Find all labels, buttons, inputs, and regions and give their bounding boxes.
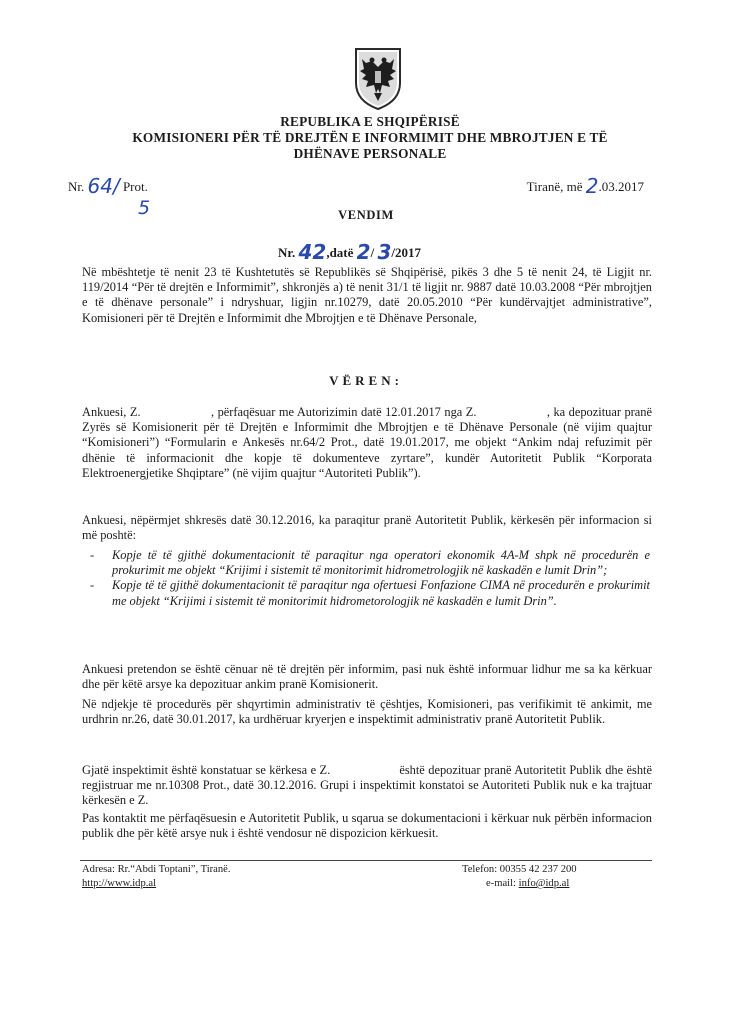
request-list: [90, 548, 650, 609]
legal-basis-paragraph: Në mbështetje të nenit 23 të Kushtetutës së Republikës së Shqipërisë, pikës 3 dhe 5 të nenit 24, të Ligjit nr. 119/2014 “Për të drejtën e Informimit”, shkronjës a) të nenit 31/1 të ligjit nr. 9887 datë 10.03.2008 “Për mbrojtjen e të dhënave personale” i ndryshuar, ligjin nr.10279, datë 20.05.2010 “Për kundërvajtjet administrative”, Komisioneri për të Drejtën e Informimit dhe Mbrojtjen e të Dhënave Personale,: [82, 265, 652, 325]
protocol-sub-handwritten: 5: [138, 197, 151, 219]
place-label: Tiranë, më: [526, 179, 583, 194]
decision-date-label: ,datë: [326, 245, 354, 260]
protocol-nr-handwritten: 64/: [87, 174, 120, 198]
protocol-prot-label: Prot.: [122, 179, 148, 194]
decision-nr-label: Nr.: [278, 245, 296, 260]
claim-paragraph: Ankuesi pretendon se është cënuar në të drejtën për informim, pasi nuk është informuar lidhur me sa ka kërkuar dhe për këtë arsye ka depozituar ankim pranë Komisionerit.: [82, 662, 652, 692]
footer-address: Adresa: Rr.“Abdi Toptani”, Tiranë.: [82, 864, 231, 875]
footer-email: [486, 877, 569, 891]
decision-title: VENDIM: [338, 208, 394, 222]
decision-nr-handwritten: 42: [298, 240, 327, 264]
footer-divider: [80, 860, 652, 861]
decision-month-handwritten: 3: [377, 240, 392, 264]
header-institution-cont: DHËNAVE PERSONALE: [293, 146, 447, 161]
decision-date-separator: /: [370, 245, 375, 260]
header-institution: KOMISIONERI PËR TË DREJTËN E INFORMIMIT DHE MBROJTJEN E TË: [132, 130, 608, 145]
footer-phone: Telefon: 00355 42 237 200: [462, 864, 577, 875]
veren-heading: VËREN:: [329, 373, 403, 388]
procedure-paragraph: Në ndjekje të procedurës për shqyrtimin administrativ të çështjes, Komisioneri, pas verifikimit të ankimit, me urdhrin nr.26, datë 30.01.2017, ka urdhëruar kryerjen e inspektimit administrativ pranë Autoritetit Publik.: [82, 697, 652, 727]
complaint-paragraph: Ankuesi, Z. , përfaqësuar me Autorizimin datë 12.01.2017 nga Z. , ka depozituar pranë Zyrës së Komisionerit për të Drejtën e Informimit dhe Mbrojtjen e të Dhënave Personale (në vijim quajtur “Komisioneri”) “Formularin e Ankesës nr.64/2 Prot., datë 19.01.2017, me objekt “Ankim ndaj refuzimit për dhënie të informacionit dhe kopje të dokumenteve zyrtare”, kundër Autoritetit Publik “Korporata Elektroenergjetike Shqiptare” (në vijim quajtur “Autoriteti Publik”).: [82, 405, 656, 480]
place-date: [526, 174, 644, 198]
decision-year: /2017: [391, 245, 421, 260]
place-day-handwritten: 2: [585, 174, 599, 198]
footer-email-link[interactable]: info@idp.al: [518, 878, 570, 889]
contact-paragraph: Pas kontaktit me përfaqësuesin e Autoritetit Publik, u sqarua se dokumentacioni i kërkuar nuk përbën informacion publik dhe për këtë arsye nuk i është vendosur në dispozicion kërkuesit.: [82, 811, 652, 841]
protocol-number: [68, 174, 148, 198]
decision-day-handwritten: 2: [356, 240, 371, 264]
request-paragraph: Ankuesi, nëpërmjet shkresës datë 30.12.2016, ka paraqitur pranë Autoritetit Publik, kërkesën për informacion si më poshtë:: [82, 513, 652, 543]
header-country: REPUBLIKA E SHQIPËRISË: [280, 114, 460, 129]
list-item-text: Kopje të të gjithë dokumentacionit të paraqitur nga operatori ekonomik 4A-M shpk në procedurën e prokurimit me objekt “Krijimi i sistemit të monitorimit hidrometrologjik në kaskadën e lumit Drin”;: [112, 548, 650, 578]
list-item: [90, 578, 650, 608]
inspection-paragraph: Gjatë inspektimit është konstatuar se kërkesa e Z. është depozituar pranë Autoritetit Publik dhe është regjistruar me nr.10308 Prot., datë 30.12.2016. Grupi i inspektimit konstatoi se Autoriteti Publik nuk e ka trajtuar kërkesën e Z.: [82, 763, 656, 808]
list-item: [90, 548, 650, 578]
footer-website-link[interactable]: http://www.idp.al: [82, 878, 157, 889]
decision-number: [278, 238, 421, 262]
bullet-dash: -: [90, 578, 95, 593]
footer-email-label: e-mail:: [486, 878, 517, 889]
protocol-nr-label: Nr.: [68, 179, 85, 194]
double-headed-eagle-emblem-icon: [350, 45, 406, 111]
place-date-suffix: .03.2017: [598, 179, 644, 194]
bullet-dash: -: [90, 548, 95, 562]
list-item-text: Kopje të të gjithë dokumentacionit të paraqitur nga ofertuesi Fonfazione CIMA në procedurën e prokurimit me objekt “Krijimi i sistemit të monitorimit hidrometorologjik në kaskadën e lumit Drin”.: [112, 578, 650, 608]
